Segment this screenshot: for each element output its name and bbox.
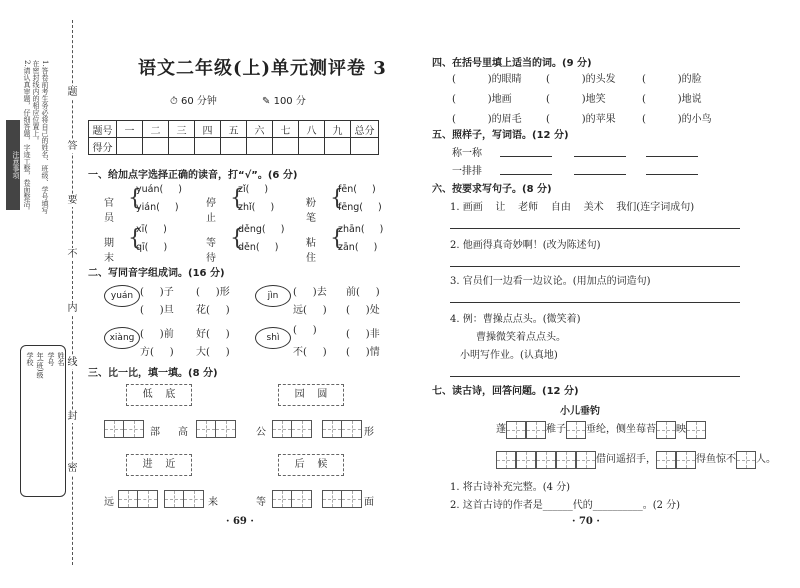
q1-word: 官员 xyxy=(104,198,114,224)
field-class: 年(班)级 xyxy=(36,352,44,379)
poem-title: 小儿垂钓 xyxy=(560,406,600,417)
q2-blank[interactable]: ( )旦 xyxy=(140,305,174,316)
q4-blank[interactable]: ( )的苹果 xyxy=(546,114,616,125)
answer-line[interactable] xyxy=(574,174,626,175)
cut-word: 封 xyxy=(67,411,78,422)
char-grid[interactable] xyxy=(736,451,756,469)
given-char: 等 xyxy=(256,497,266,508)
char-grid[interactable] xyxy=(676,451,696,469)
compare-pair xyxy=(278,384,344,406)
time-value: 60 分钟 xyxy=(181,96,217,107)
q3-heading: 三、比一比，填一填。(8 分) xyxy=(88,368,218,379)
brace-icon: { xyxy=(230,186,244,211)
notice-line: 2.请认真审题，仔细答题，字迹工整，卷面整洁。 xyxy=(23,60,31,214)
score-cell: 三 xyxy=(169,121,195,138)
student-info-box xyxy=(20,345,66,497)
answer-line[interactable] xyxy=(450,302,740,303)
given-char: 高 xyxy=(178,427,188,438)
pinyin-cloud: shì xyxy=(255,327,291,349)
q7-heading: 七、读古诗，回答问题。(12 分) xyxy=(432,386,579,397)
q7-question: 2. 这首古诗的作者是______代的__________。(2 分) xyxy=(450,500,681,511)
full-score xyxy=(262,92,306,107)
q1-word: 期末 xyxy=(104,238,114,264)
given-char: 部 xyxy=(150,427,160,438)
char-grid[interactable] xyxy=(118,490,158,508)
q2-blank[interactable]: ( )情 xyxy=(346,347,380,358)
q4-blank[interactable]: ( )地说 xyxy=(642,94,702,105)
page-title: 语文二年级(上)单元测评卷 3 xyxy=(138,58,387,79)
q1-word: 粘住 xyxy=(306,238,316,264)
char-grid[interactable] xyxy=(164,490,204,508)
given-char: 形 xyxy=(364,427,374,438)
q6-item: 4. 例：曹操点点头。(微笑着) xyxy=(450,314,581,325)
q1-option[interactable]: xī( ) xyxy=(136,224,167,235)
q4-heading: 四、在括号里填上适当的词。(9 分) xyxy=(432,58,592,69)
q5-heading: 五、照样子，写词语。(12 分) xyxy=(432,130,569,141)
clock-icon: ⏱ xyxy=(170,96,178,107)
q1-option[interactable]: yuán( ) xyxy=(136,184,182,195)
time-limit xyxy=(170,92,217,107)
poem-line-2 xyxy=(496,450,776,469)
q1-option[interactable]: fēng( ) xyxy=(338,202,382,213)
pair-char: 候 xyxy=(317,459,328,470)
cut-word: 要 xyxy=(67,195,78,206)
char-grid[interactable] xyxy=(272,490,312,508)
compare-pair xyxy=(278,454,344,476)
score-cell: 六 xyxy=(247,121,273,138)
pinyin-cloud: xiàng xyxy=(104,327,140,349)
score-table-row xyxy=(89,138,379,155)
score-input[interactable] xyxy=(195,138,221,155)
answer-line[interactable] xyxy=(500,174,552,175)
score-cell: 得分 xyxy=(89,138,117,155)
score-cell: 五 xyxy=(221,121,247,138)
q2-blank[interactable]: 前( ) xyxy=(346,287,380,298)
pair-char: 后 xyxy=(294,459,305,470)
char-grid[interactable] xyxy=(322,420,362,438)
q1-option[interactable]: zhǐ( ) xyxy=(238,202,275,213)
notice-line: 1.答卷前考生务必将自己的姓名、班级、学号填写在密封线内的相应位置上。 xyxy=(32,60,49,214)
pair-char: 低 xyxy=(142,389,153,400)
char-grid[interactable] xyxy=(322,490,362,508)
pair-char: 底 xyxy=(165,389,176,400)
char-grid[interactable] xyxy=(496,451,516,469)
q2-blank[interactable]: ( ) xyxy=(293,325,317,336)
cut-word: 内 xyxy=(67,303,78,314)
score-value: 100 分 xyxy=(273,96,306,107)
char-grid[interactable] xyxy=(516,451,536,469)
poem-text: 得鱼惊不 xyxy=(696,454,736,465)
brace-icon: { xyxy=(230,226,244,251)
q1-word: 停止 xyxy=(206,198,216,224)
q2-blank[interactable]: ( )处 xyxy=(346,305,380,316)
score-input[interactable] xyxy=(273,138,299,155)
brace-icon: { xyxy=(128,186,142,211)
q6-item: 1. 画画 让 老师 自由 美术 我们(连字词成句) xyxy=(450,202,695,213)
cut-word: 线 xyxy=(67,357,78,368)
pair-char: 圆 xyxy=(317,389,328,400)
q5-example: 一排排 xyxy=(452,166,482,177)
poem-text: 借问遥招手， xyxy=(596,454,656,465)
poem-text: 蓬 xyxy=(496,424,506,435)
score-input[interactable] xyxy=(143,138,169,155)
q2-blank[interactable]: ( )去 xyxy=(293,287,327,298)
score-input[interactable] xyxy=(117,138,143,155)
poem-text: 稚子 xyxy=(546,424,566,435)
q6-example-answer: 曹操微笑着点点头。 xyxy=(476,332,566,343)
char-grid[interactable] xyxy=(272,420,312,438)
score-input[interactable] xyxy=(325,138,351,155)
char-grid[interactable] xyxy=(196,420,236,438)
score-cell: 二 xyxy=(143,121,169,138)
q6-item: 3. 官员们一边看一边议论。(用加点的词造句) xyxy=(450,276,651,287)
char-grid[interactable] xyxy=(576,451,596,469)
q1-option[interactable]: zān( ) xyxy=(338,242,378,253)
char-grid[interactable] xyxy=(656,421,676,439)
q1-option[interactable]: zhān( ) xyxy=(338,224,384,235)
page-number-right: · 70 · xyxy=(572,516,600,527)
answer-line[interactable] xyxy=(450,266,740,267)
answer-line[interactable] xyxy=(500,156,552,157)
answer-line[interactable] xyxy=(646,174,698,175)
score-table-header xyxy=(89,121,379,138)
char-grid[interactable] xyxy=(656,451,676,469)
q1-option[interactable]: děn( ) xyxy=(238,242,279,253)
page-number-left: · 69 · xyxy=(226,516,254,527)
q6-heading: 六、按要求写句子。(8 分) xyxy=(432,184,552,195)
given-char: 来 xyxy=(208,497,218,508)
given-char: 远 xyxy=(104,497,114,508)
binding-cut-line xyxy=(72,20,73,565)
char-grid[interactable] xyxy=(104,420,144,438)
score-input[interactable] xyxy=(351,138,379,155)
q2-heading: 二、写同音字组成词。(16 分) xyxy=(88,268,225,279)
poem-text: 人。 xyxy=(756,454,776,465)
q4-blank[interactable]: ( )的头发 xyxy=(546,74,616,85)
q6-task: 小明写作业。(认真地) xyxy=(460,350,558,361)
cut-word: 答 xyxy=(67,141,78,152)
q1-option[interactable]: fēn( ) xyxy=(338,184,376,195)
pinyin-cloud: yuán xyxy=(104,285,140,307)
answer-line[interactable] xyxy=(450,376,740,377)
field-school: 学校 xyxy=(26,352,34,366)
q4-blank[interactable]: ( )的脸 xyxy=(642,74,702,85)
given-char: 面 xyxy=(364,497,374,508)
score-cell: 七 xyxy=(273,121,299,138)
q2-blank[interactable]: 不( ) xyxy=(293,347,327,358)
q2-blank[interactable]: 方( ) xyxy=(140,347,174,358)
poem-text: 映 xyxy=(676,424,686,435)
q2-blank[interactable]: ( )前 xyxy=(140,329,174,340)
answer-line[interactable] xyxy=(646,156,698,157)
char-grid[interactable] xyxy=(506,421,526,439)
q1-option[interactable]: zǐ( ) xyxy=(238,184,269,195)
score-cell: 八 xyxy=(299,121,325,138)
cut-word: 不 xyxy=(67,249,78,260)
notice-text xyxy=(22,60,49,220)
pair-char: 近 xyxy=(165,459,176,470)
q4-blank[interactable]: ( )的小鸟 xyxy=(642,114,712,125)
compare-pair xyxy=(126,454,192,476)
q1-option[interactable]: yián( ) xyxy=(136,202,179,213)
brace-icon: { xyxy=(330,226,344,251)
poem-text: 垂纶，侧坐莓苔 xyxy=(586,424,656,435)
q4-blank[interactable]: ( )地画 xyxy=(452,94,512,105)
char-grid[interactable] xyxy=(536,451,556,469)
q6-item: 2. 他画得真奇妙啊！(改为陈述句) xyxy=(450,240,601,251)
score-cell: 总分 xyxy=(351,121,379,138)
field-name: 姓名 xyxy=(57,352,65,366)
q7-question: 1. 将古诗补充完整。(4 分) xyxy=(450,482,571,493)
q2-blank[interactable]: 远( ) xyxy=(293,305,327,316)
score-cell: 一 xyxy=(117,121,143,138)
cut-word: 题 xyxy=(67,87,78,98)
q4-blank[interactable]: ( )地笑 xyxy=(546,94,606,105)
q1-option[interactable]: děng( ) xyxy=(238,224,285,235)
q1-word: 粉笔 xyxy=(306,198,316,224)
score-input[interactable] xyxy=(299,138,325,155)
brace-icon: { xyxy=(330,186,344,211)
q5-example: 称一称 xyxy=(452,148,482,159)
given-char: 公 xyxy=(256,427,266,438)
score-cell: 四 xyxy=(195,121,221,138)
score-input[interactable] xyxy=(169,138,195,155)
q4-blank[interactable]: ( )的眉毛 xyxy=(452,114,522,125)
q2-blank[interactable]: ( )形 xyxy=(196,287,230,298)
q2-blank[interactable]: 花( ) xyxy=(196,305,230,316)
answer-line[interactable] xyxy=(450,228,740,229)
compare-pair xyxy=(126,384,192,406)
cut-word: 密 xyxy=(67,463,78,474)
q4-blank[interactable]: ( )的眼睛 xyxy=(452,74,522,85)
poem-line-1 xyxy=(496,420,706,439)
pair-char: 园 xyxy=(294,389,305,400)
q2-blank[interactable]: ( )非 xyxy=(346,329,380,340)
q1-word: 等待 xyxy=(206,238,216,264)
score-cell: 九 xyxy=(325,121,351,138)
char-grid[interactable] xyxy=(566,421,586,439)
pair-char: 进 xyxy=(142,459,153,470)
char-grid[interactable] xyxy=(686,421,706,439)
star-icon: ✎ xyxy=(262,96,271,107)
brace-icon: { xyxy=(128,226,142,251)
q1-heading: 一、给加点字选择正确的读音，打“√”。(6 分) xyxy=(88,170,298,181)
notice-label: 注意事项 xyxy=(6,120,20,210)
q2-blank[interactable]: ( )子 xyxy=(140,287,174,298)
score-input[interactable] xyxy=(247,138,273,155)
field-number: 学号 xyxy=(47,352,55,366)
q2-blank[interactable]: 好( ) xyxy=(196,329,230,340)
score-input[interactable] xyxy=(221,138,247,155)
char-grid[interactable] xyxy=(526,421,546,439)
pinyin-cloud: jìn xyxy=(255,285,291,307)
score-cell: 题号 xyxy=(89,121,117,138)
answer-line[interactable] xyxy=(574,156,626,157)
score-table xyxy=(88,120,379,155)
q1-option[interactable]: qī( ) xyxy=(136,242,168,253)
char-grid[interactable] xyxy=(556,451,576,469)
q2-blank[interactable]: 大( ) xyxy=(196,347,230,358)
